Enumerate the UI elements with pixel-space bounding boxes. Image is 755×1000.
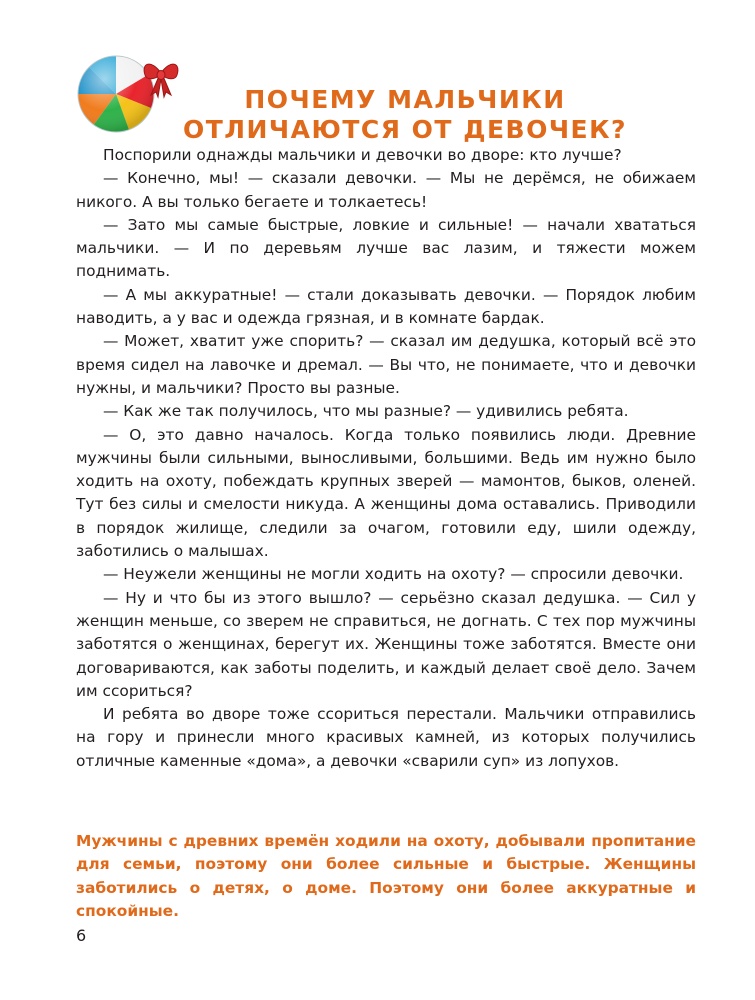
- page-number: 6: [76, 926, 87, 945]
- title-line-1: ПОЧЕМУ МАЛЬЧИКИ: [244, 84, 566, 114]
- story-paragraph: — Может, хватит уже спорить? — сказал им дедушка, который всё это время сидел на лавочке и дремал. — Вы что, не понимаете, что и девочки нужны, и мальчики? Просто вы разные.: [76, 332, 696, 397]
- story-paragraph: И ребята во дворе тоже ссориться перестали. Мальчики отправились на гору и принесли много красивых камней, из которых получились отличные каменные «дома», а девочки «сварили суп» из лопухов.: [76, 705, 696, 770]
- story-paragraph: — Ну и что бы из этого вышло? — серьёзно сказал дедушка. — Сил у женщин меньше, со зверем не справиться, не догнать. С тех пор мужчины заботятся о женщинах, берегут их. Женщины тоже заботятся. Вместе они договариваются, как заботы поделить, и каждый делает своё дело. Зачем им ссориться?: [76, 588, 696, 700]
- page-title: [180, 85, 630, 145]
- story-text: [76, 144, 696, 773]
- story-paragraph: — Зато мы самые быстрые, ловкие и сильные! — начали хвататься мальчики. — И по деревьям лучше вас лазим, и тяжести можем поднимать.: [76, 215, 696, 281]
- story-paragraph: — О, это давно началось. Когда только появились люди. Древние мужчины были сильными, выносливыми, большими. Ведь им нужно было ходить на охоту, побеждать крупных зверей — мамонтов, быков, оленей. Тут без силы и смелости никуда. А женщины дома оставались. Приводили в порядок жилище, следили за очагом, готовили еду, шили одежду, заботились о малышах.: [76, 425, 696, 561]
- story-paragraph: Поспорили однажды мальчики и девочки во дворе: кто лучше?: [103, 146, 622, 164]
- story-paragraph: — Как же так получилось, что мы разные? — удивились ребята.: [103, 402, 629, 421]
- title-line-2: ОТЛИЧАЮТСЯ ОТ ДЕВОЧЕК?: [182, 114, 628, 144]
- story-paragraph: — Неужели женщины не могли ходить на охоту? — спросили девочки.: [103, 565, 684, 584]
- story-paragraph: — Конечно, мы! — сказали девочки. — Мы не дерёмся, не обижаем никого. А вы только бегаете и толкаетесь!: [76, 169, 696, 211]
- summary-callout: Мужчины с древних времён ходили на охоту, добывали пропитание для семьи, поэтому они более сильные и быстрые. Женщины заботились о детях, о доме. Поэтому они более аккуратные и спокойные.: [76, 832, 696, 920]
- red-bow-icon: [139, 55, 183, 99]
- story-paragraph: — А мы аккуратные! — стали доказывать девочки. — Порядок любим наводить, а у вас и одежда грязная, и в комнате бардак.: [76, 285, 696, 328]
